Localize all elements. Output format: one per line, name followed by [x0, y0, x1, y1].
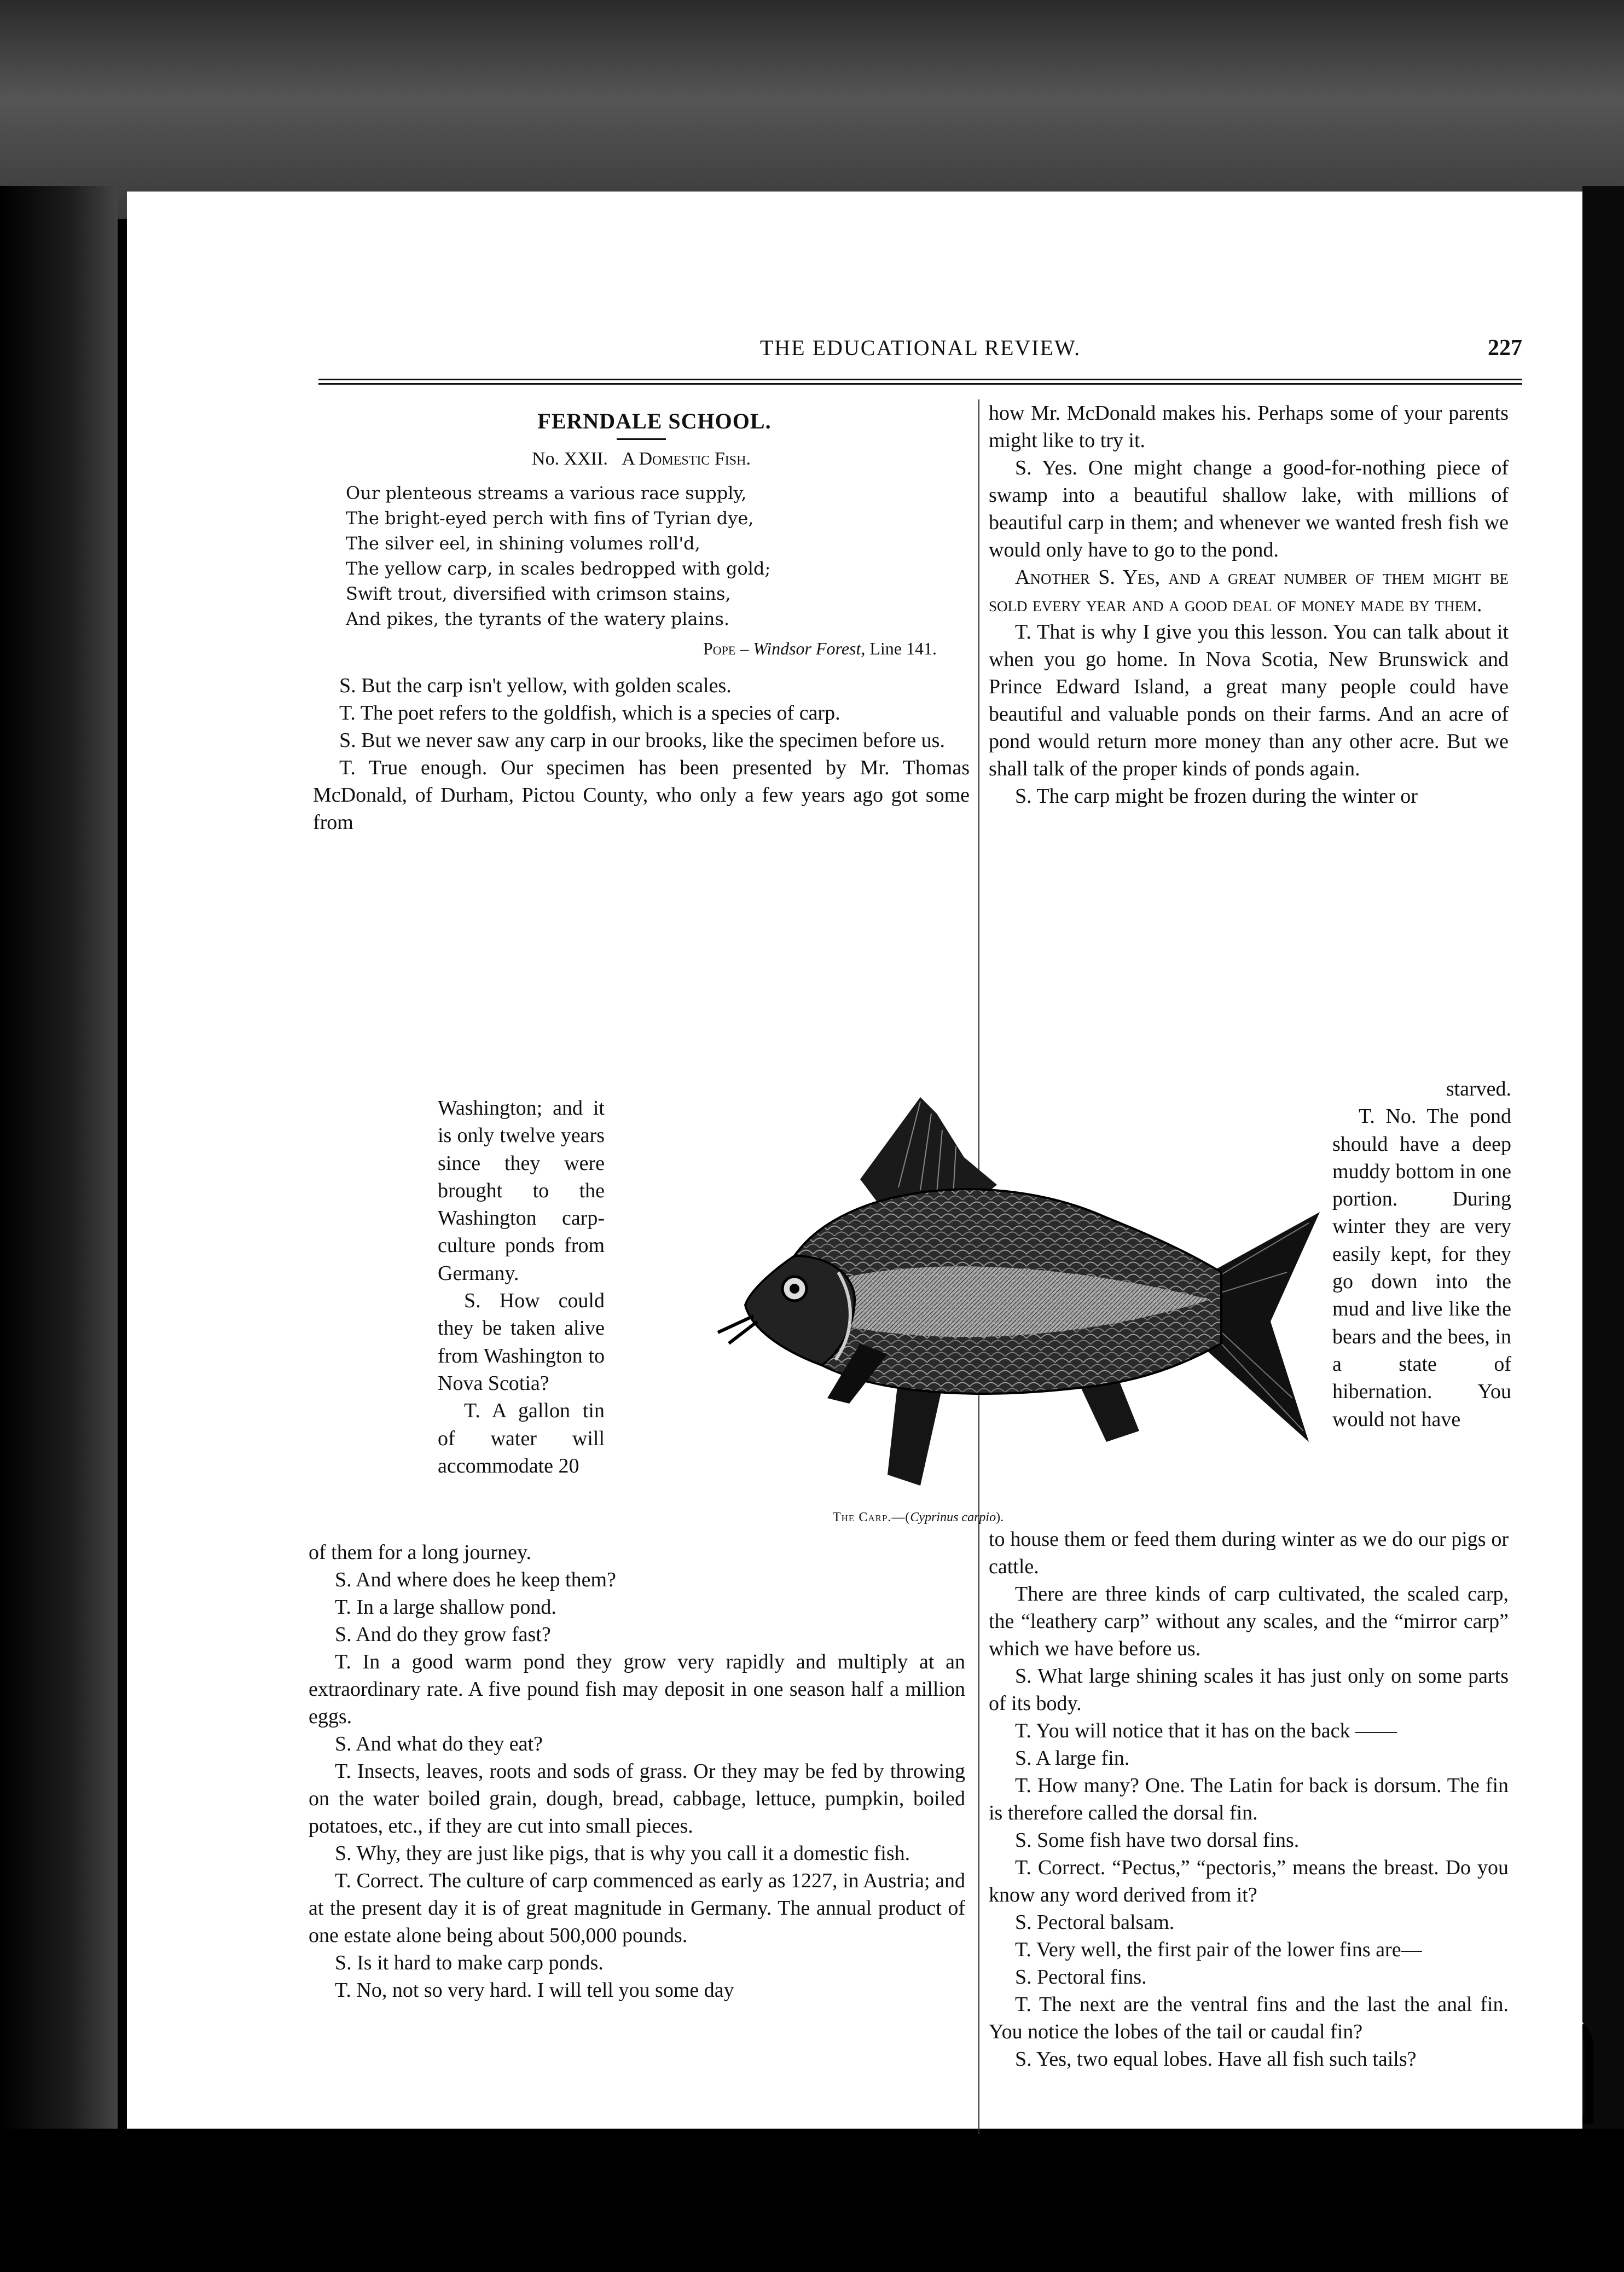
right-column-continued [989, 1526, 1509, 2073]
dialogue-paragraph: T. In a large shallow pond. [335, 1596, 556, 1619]
dialogue-paragraph: S. Pectoral balsam. [1015, 1911, 1175, 1934]
running-header [318, 335, 1522, 373]
poem-line: Our plenteous streams a various race supply, [346, 483, 747, 503]
dialogue-paragraph: S. And what do they eat? [335, 1732, 543, 1755]
dialogue-paragraph: of them for a long journey. [309, 1541, 531, 1564]
dialogue-paragraph: T. You will notice that it has on the back —— [1015, 1719, 1397, 1742]
scan-background-top [0, 0, 1624, 219]
carp-illustration [614, 1092, 1325, 1513]
left-wrap-text [438, 1094, 605, 1480]
dialogue-paragraph: T. That is why I give you this lesson. You can talk about it when you go home. In Nova Scotia, New Brunswick and Prince Edward Island, a great many people could have beautiful and valuable ponds on their farms. And an acre of pond would return more money than any other acre. But we shall talk of the proper kinds of ponds again. [989, 621, 1509, 780]
header-rule-top [318, 379, 1522, 380]
right-column [989, 399, 1509, 810]
running-title: THE EDUCATIONAL REVIEW. [759, 335, 1081, 360]
lesson-title: A Domestic Fish. [622, 449, 751, 469]
scan-background-bottom [0, 2129, 1624, 2272]
dialogue-paragraph: T. No, not so very hard. I will tell you some day [335, 1979, 734, 2002]
dialogue-paragraph: T. The poet refers to the goldfish, which is a species of carp. [339, 702, 840, 725]
lesson-heading [313, 445, 970, 473]
left-column-continued [309, 1539, 965, 2004]
dialogue-paragraph: T. Correct. The culture of carp commenced as early as 1227, in Austria; and at the present day it is of great magnitude in Germany. The annual product of one estate alone being about 500,000 pounds. [309, 1869, 965, 1947]
citation-work: Windsor Forest, [753, 639, 866, 658]
poem-line: The bright-eyed perch with fins of Tyrian dye, [346, 508, 754, 529]
dialogue-paragraph: S. But we never saw any carp in our brooks, like the specimen before us. [339, 729, 945, 752]
dialogue-paragraph: how Mr. McDonald makes his. Perhaps some of your parents might like to try it. [989, 402, 1509, 452]
dialogue-paragraph: T. No. The pond should have a deep muddy bottom in one portion. During winter they are very easily kept, for they go down into the mud and live like the bears and the bees, in a state of hibernation. You would not have [1332, 1105, 1511, 1431]
caption-species: Cyprinus carpio [910, 1510, 996, 1525]
dialogue-paragraph: S. Pectoral fins. [1015, 1966, 1147, 1989]
dialogue-paragraph: T. In a good warm pond they grow very rapidly and multiply at an extraordinary rate. A five pound fish may deposit in one season half a million eggs. [309, 1650, 965, 1728]
caption-label: The Carp.—( [833, 1510, 910, 1525]
dialogue-paragraph: There are three kinds of carp cultivated, the scaled carp, the “leathery carp” without any scales, and the “mirror carp” which we have before us. [989, 1583, 1509, 1660]
figure-caption [833, 1510, 1004, 1525]
dialogue-paragraph: Washington; and it is only twelve years since they were brought to the Washington carp-culture ponds from Germany. [438, 1097, 605, 1285]
dialogue-paragraph: S. A large fin. [1015, 1747, 1130, 1770]
article-title: FERNDALE SCHOOL. [537, 409, 772, 433]
epigraph-poem [346, 480, 970, 631]
dialogue-paragraph: T. A gallon tin of water will accommodate 20 [438, 1399, 605, 1477]
dialogue-paragraph: S. Why, they are just like pigs, that is why you call it a domestic fish. [335, 1842, 910, 1865]
lesson-number: No. XXII. [532, 449, 608, 469]
dialogue-paragraph: S. The carp might be frozen during the winter or [1015, 785, 1418, 808]
dialogue-paragraph: S. Is it hard to make carp ponds. [335, 1951, 604, 1974]
scan-background-right [1582, 186, 1624, 2156]
dialogue-paragraph: T. True enough. Our specimen has been presented by Mr. Thomas McDonald, of Durham, Pictou County, who only a few years ago got some from [313, 756, 970, 834]
dialogue-paragraph: T. The next are the ventral fins and the last the anal fin. You notice the lobes of the tail or caudal fin? [989, 1993, 1509, 2043]
dialogue-paragraph: S. How could they be taken alive from Washington to Nova Scotia? [438, 1289, 605, 1395]
dialogue-paragraph: S. And do they grow fast? [335, 1623, 551, 1646]
poem-line: Swift trout, diversified with crimson stains, [346, 583, 731, 604]
left-column [313, 408, 970, 836]
facing-page-edge [0, 186, 118, 2172]
dialogue-paragraph: to house them or feed them during winter as we do our pigs or cattle. [989, 1528, 1509, 1578]
title-rule [617, 438, 666, 440]
dialogue-paragraph: T. Correct. “Pectus,” “pectoris,” means the breast. Do you know any word derived from it? [989, 1856, 1509, 1906]
dialogue-paragraph: Another S. Yes, and a great number of them might be sold every year and a good deal of money made by them. [989, 566, 1509, 616]
right-wrap-text [1332, 1075, 1511, 1433]
poem-line: And pikes, the tyrants of the watery plains. [346, 608, 730, 629]
dialogue-paragraph: S. And where does he keep them? [335, 1568, 616, 1591]
caption-end: ). [996, 1510, 1004, 1525]
dialogue-paragraph: T. How many? One. The Latin for back is dorsum. The fin is therefore called the dorsal fin. [989, 1774, 1509, 1824]
citation-line: Line 141. [869, 639, 937, 658]
poem-citation: Pope – Windsor Forest, Line 141. [703, 639, 937, 658]
dialogue-paragraph: S. Yes. One might change a good-for-nothing piece of swamp into a beautiful shallow lake, with millions of beautiful carp in them; and whenever we wanted fresh fish we would only have to go to the pond. [989, 456, 1509, 561]
citation-author: Pope [703, 639, 736, 658]
dialogue-paragraph: T. Very well, the first pair of the lower fins are— [1015, 1938, 1422, 1961]
poem-line: The yellow carp, in scales bedropped with gold; [346, 558, 771, 579]
dialogue-paragraph: S. What large shining scales it has just only on some parts of its body. [989, 1665, 1509, 1715]
header-rule-bottom [318, 383, 1522, 385]
journal-page [127, 192, 1582, 2129]
dialogue-paragraph: S. Yes, two equal lobes. Have all fish such tails? [1015, 2048, 1417, 2071]
dialogue-paragraph: T. Insects, leaves, roots and sods of grass. Or they may be fed by throwing on the water boiled grain, dough, bread, cabbage, lettuce, pumpkin, boiled potatoes, etc., if they are cut into small pieces. [309, 1760, 965, 1838]
dialogue-paragraph: S. Some fish have two dorsal fins. [1015, 1829, 1300, 1852]
dialogue-paragraph: S. But the carp isn't yellow, with golden scales. [339, 674, 732, 697]
dialogue-paragraph: starved. [1446, 1077, 1511, 1100]
poem-line: The silver eel, in shining volumes roll'd, [346, 533, 700, 554]
page-number: 227 [1488, 335, 1522, 361]
